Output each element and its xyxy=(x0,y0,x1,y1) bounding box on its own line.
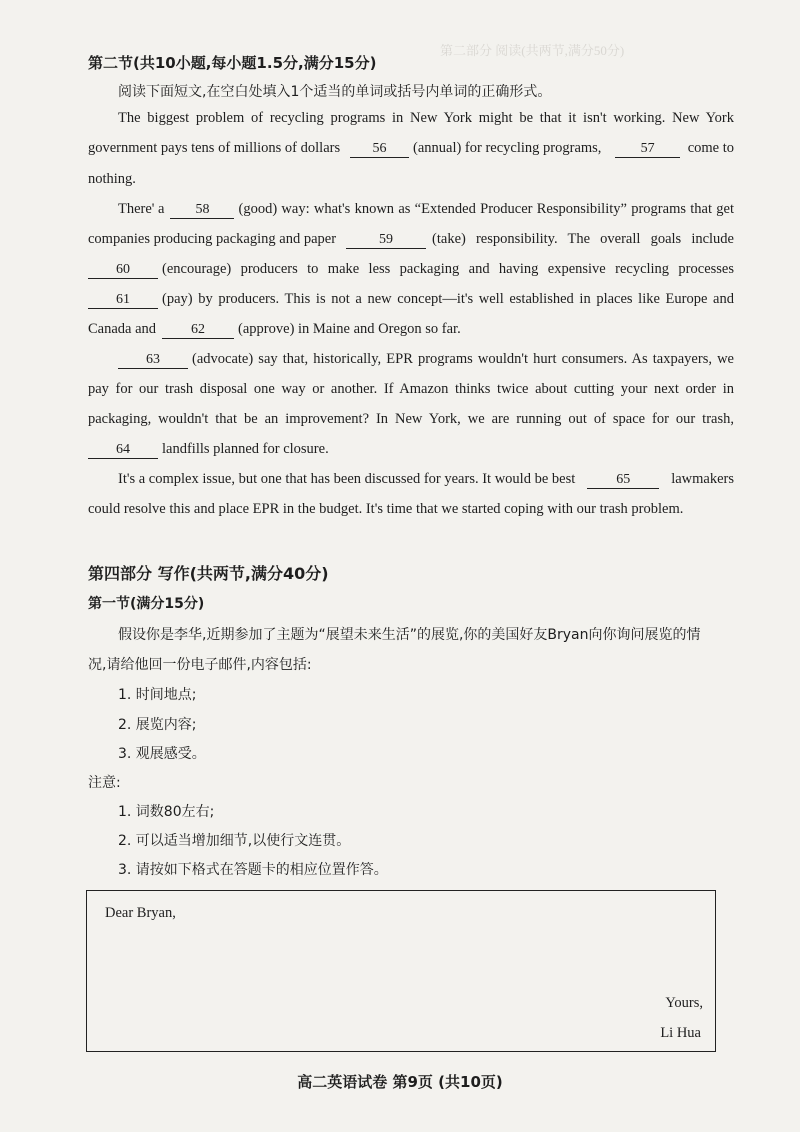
passage-line: 63 (advocate) say that, historically, EPR programs wouldn't hurt consumers. As taxpayers, we xyxy=(118,351,734,369)
blank-58[interactable]: 58 xyxy=(170,202,234,219)
section2-heading: 第二节(共10小题,每小题1.5分,满分15分) xyxy=(88,54,377,72)
blank-62[interactable]: 62 xyxy=(162,322,234,339)
blank-60[interactable]: 60 xyxy=(88,262,158,279)
note-item: 3. 请按如下格式在答题卡的相应位置作答。 xyxy=(118,862,388,878)
passage-line: could resolve this and place EPR in the budget. It's time that we started coping with our trash problem. xyxy=(88,501,684,517)
note-item: 2. 可以适当增加细节,以使行文连贯。 xyxy=(118,833,351,849)
passage-line: It's a complex issue, but one that has been discussed for years. It would be best 65 lawmakers xyxy=(118,471,734,487)
note-label: 注意: xyxy=(88,775,121,791)
passage-line: government pays tens of millions of dollars 56 (annual) for recycling programs, 57 come to xyxy=(88,140,734,156)
blank-57[interactable]: 57 xyxy=(615,141,679,158)
letter-answer-box[interactable] xyxy=(86,890,716,1052)
section1-heading: 第一节(满分15分) xyxy=(88,596,205,612)
writing-prompt-line: 况,请给他回一份电子邮件,内容包括: xyxy=(88,657,312,673)
bleed-through: 第二部分 阅读(共两节,满分50分) xyxy=(440,43,625,58)
passage-line: nothing. xyxy=(88,171,136,187)
passage-line: 60 (encourage) producers to make less packaging and having expensive recycling processes xyxy=(88,261,734,279)
passage-line: The biggest problem of recycling programs in New York might be that it isn't working. New York xyxy=(118,110,734,126)
passage-line: 64 landfills planned for closure. xyxy=(88,441,329,459)
letter-signature: Li Hua xyxy=(660,1025,701,1041)
passage-line: There' a 58 (good) way: what's known as “Extended Producer Responsibility” programs that get xyxy=(118,201,734,217)
blank-59[interactable]: 59 xyxy=(346,232,426,249)
note-item: 1. 词数80左右; xyxy=(118,804,215,820)
blank-63[interactable]: 63 xyxy=(118,352,188,369)
blank-56[interactable]: 56 xyxy=(350,141,409,158)
letter-greeting: Dear Bryan, xyxy=(105,905,176,921)
content-item: 1. 时间地点; xyxy=(118,687,197,703)
writing-prompt-line: 假设你是李华,近期参加了主题为“展望未来生活”的展览,你的美国好友Bryan向你询问展览的情 xyxy=(118,627,701,643)
blank-65[interactable]: 65 xyxy=(587,472,659,489)
passage-line: Canada and 62 (approve) in Maine and Oregon so far. xyxy=(88,321,461,337)
passage-line: 61 (pay) by producers. This is not a new concept—it's well established in places like Europe and xyxy=(88,291,734,309)
blank-64[interactable]: 64 xyxy=(88,442,158,459)
page-footer: 高二英语试卷 第9页 (共10页) xyxy=(297,1073,503,1091)
passage-line: packaging, wouldn't that be an improvement? In New York, we are running out of space for our trash, xyxy=(88,411,734,427)
passage-line: pay for our trash disposal one way or another. If Amazon thinks twice about cutting your next order in xyxy=(88,381,734,397)
content-item: 3. 观展感受。 xyxy=(118,746,206,762)
content-item: 2. 展览内容; xyxy=(118,717,197,733)
letter-closing: Yours, xyxy=(665,995,703,1011)
part4-heading: 第四部分 写作(共两节,满分40分) xyxy=(88,564,329,583)
section2-instruction: 阅读下面短文,在空白处填入1个适当的单词或括号内单词的正确形式。 xyxy=(118,84,552,100)
blank-61[interactable]: 61 xyxy=(88,292,158,309)
passage-line: companies producing packaging and paper 59 (take) responsibility. The overall goals include xyxy=(88,231,734,247)
